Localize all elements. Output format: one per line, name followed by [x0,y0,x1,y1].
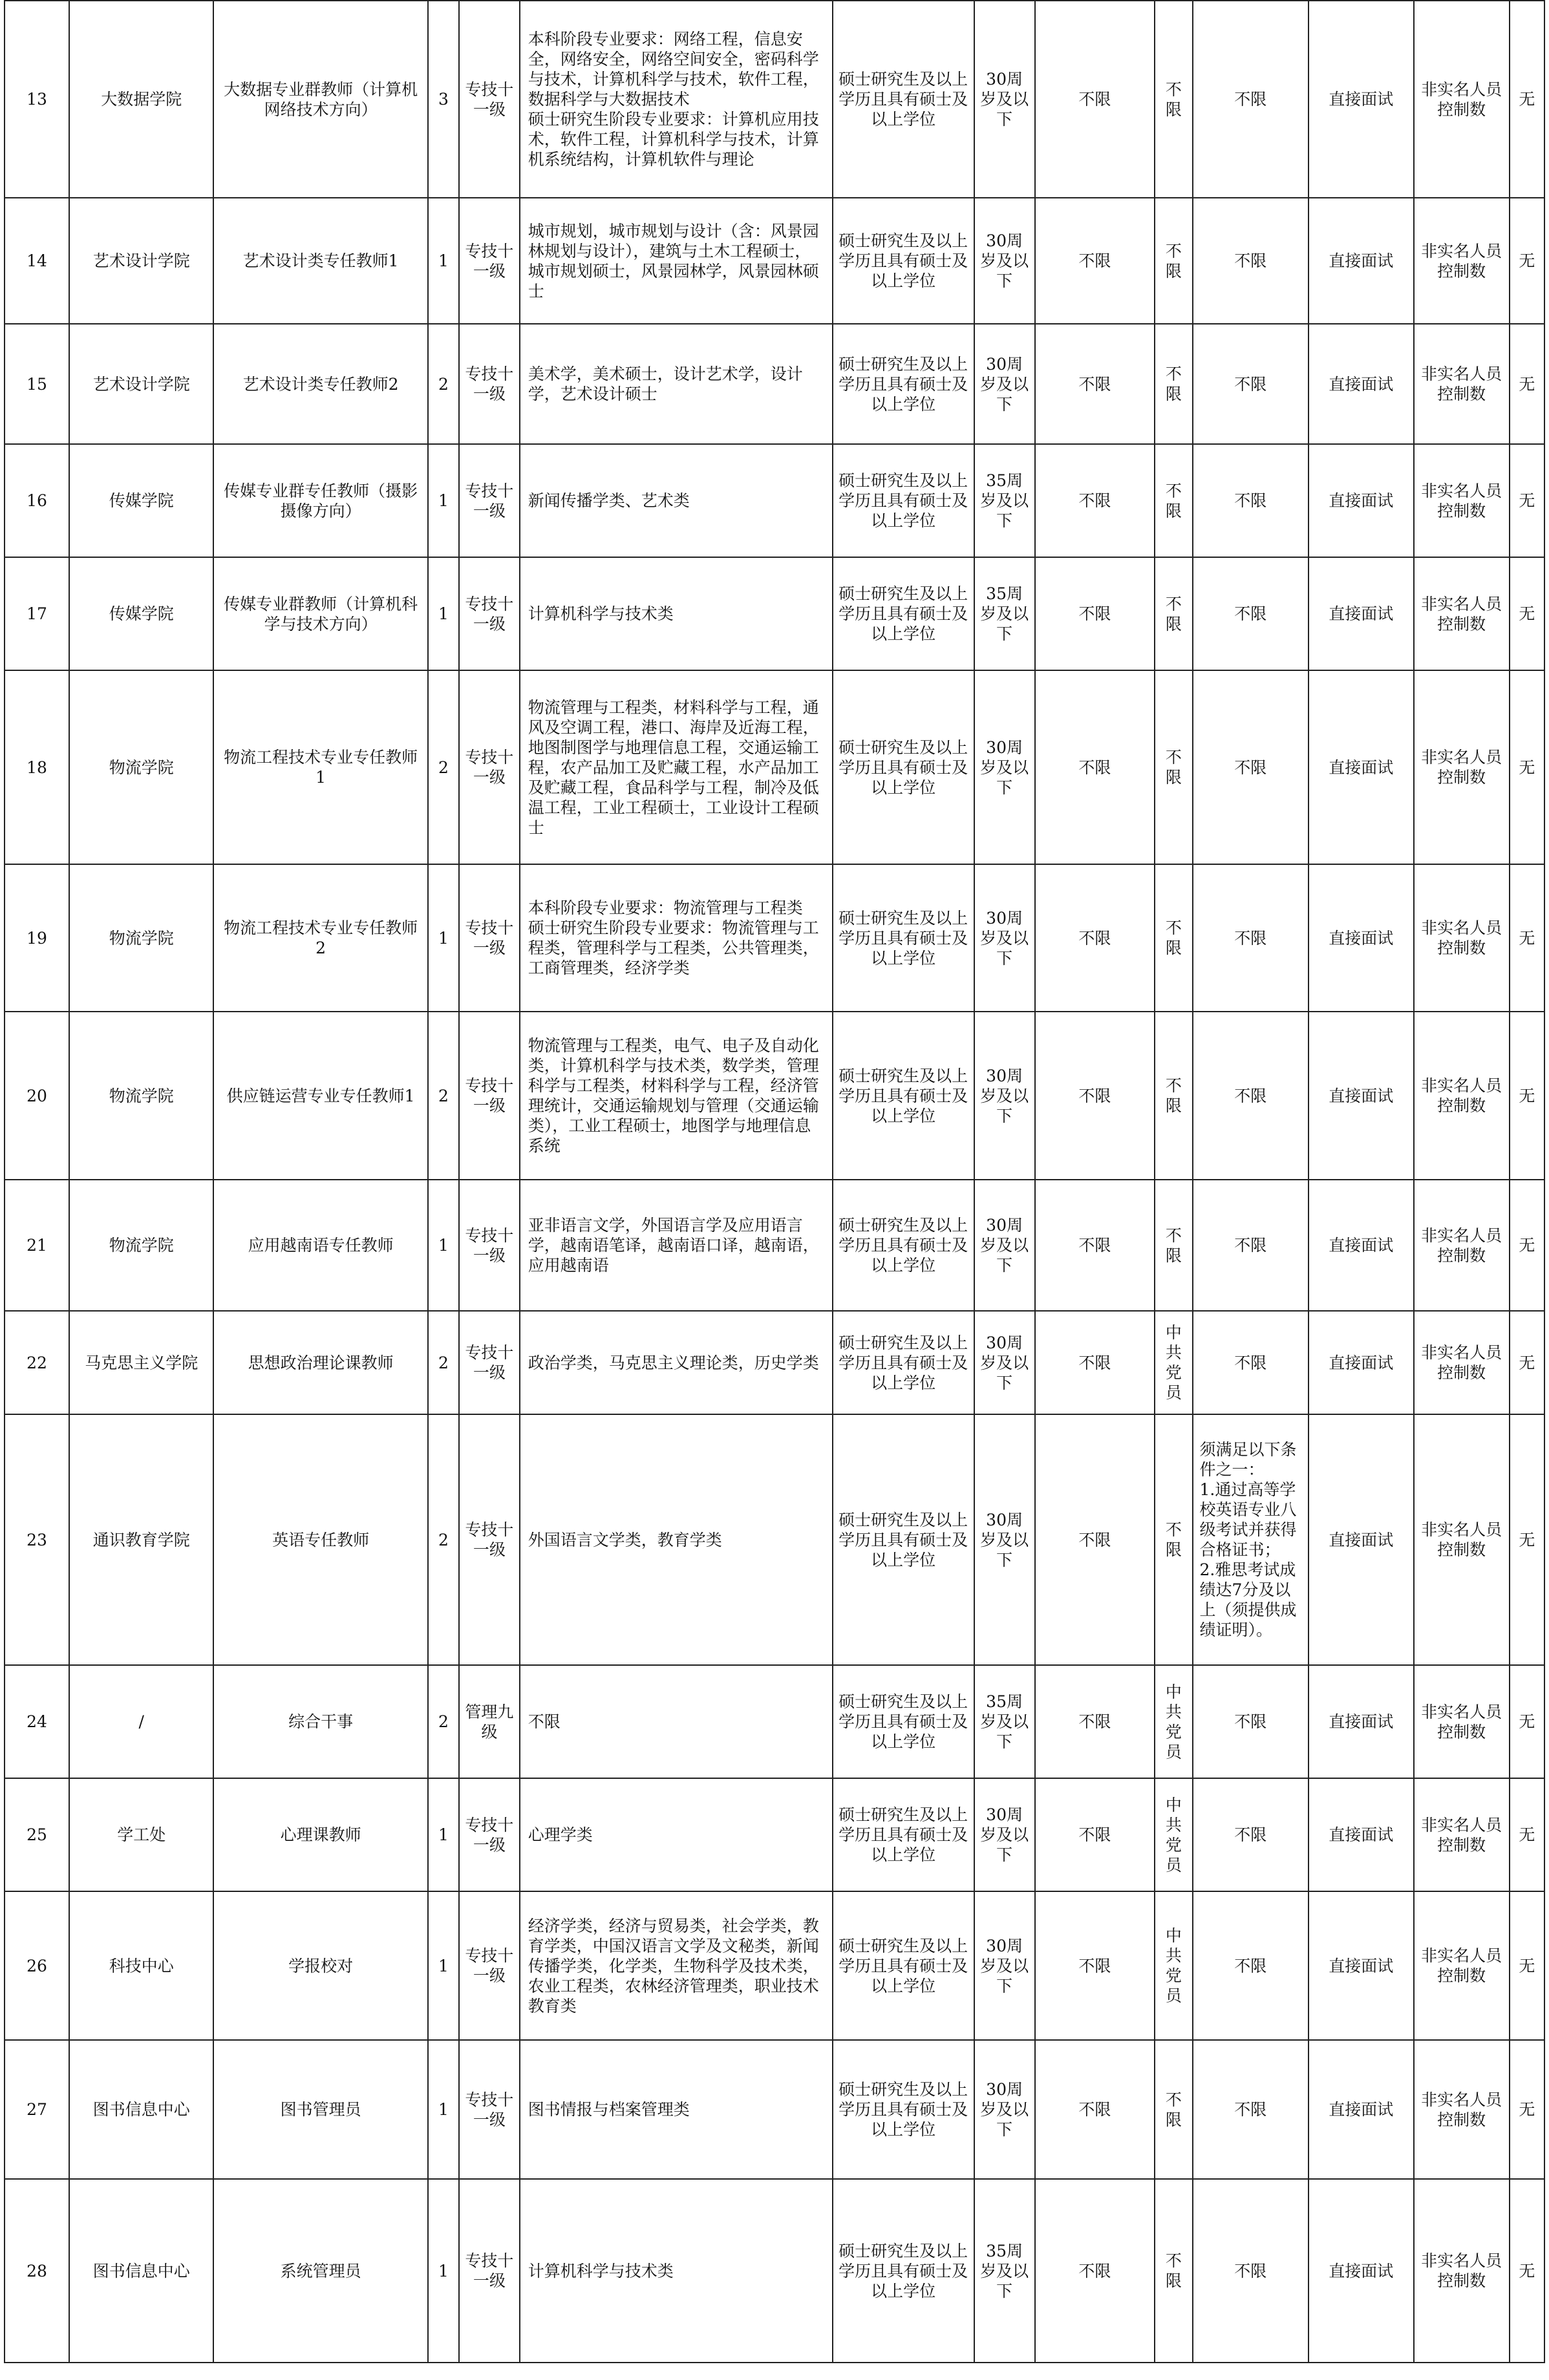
cell-other-conditions: 不限 [1193,557,1309,670]
cell-level: 专技十一级 [459,444,520,557]
cell-political-status: 不限 [1155,444,1192,557]
cell-gender: 不限 [1035,198,1155,324]
cell-quota: 非实名人员控制数 [1414,1778,1510,1891]
cell-count: 2 [428,1311,459,1414]
cell-political-status: 不限 [1155,864,1192,1012]
cell-major-requirement: 新闻传播学类、艺术类 [520,444,833,557]
cell-level: 专技十一级 [459,557,520,670]
cell-note: 无 [1510,670,1544,864]
cell-no: 26 [5,1891,69,2040]
cell-age: 30周岁及以下 [974,2040,1035,2179]
cell-other-conditions: 不限 [1193,198,1309,324]
cell-no: 19 [5,864,69,1012]
cell-age: 30周岁及以下 [974,1180,1035,1311]
cell-no: 24 [5,1665,69,1778]
cell-exam-method: 直接面试 [1309,324,1414,444]
cell-exam-method: 直接面试 [1309,198,1414,324]
cell-no: 18 [5,670,69,864]
cell-no: 14 [5,198,69,324]
cell-exam-method: 直接面试 [1309,2040,1414,2179]
cell-education: 硕士研究生及以上学历且具有硕士及以上学位 [833,2040,974,2179]
cell-other-conditions: 不限 [1193,2179,1309,2363]
cell-note: 无 [1510,1891,1544,2040]
cell-exam-method: 直接面试 [1309,557,1414,670]
cell-age: 30周岁及以下 [974,670,1035,864]
cell-note: 无 [1510,2040,1544,2179]
cell-gender: 不限 [1035,1,1155,198]
cell-department: 艺术设计学院 [69,324,213,444]
cell-political-status: 不限 [1155,1180,1192,1311]
cell-no: 25 [5,1778,69,1891]
cell-no: 28 [5,2179,69,2363]
cell-department: / [69,1665,213,1778]
cell-major-requirement: 图书情报与档案管理类 [520,2040,833,2179]
table-row [5,1891,1544,2040]
cell-major-requirement: 物流管理与工程类，电气、电子及自动化类，计算机科学与技术类，数学类，管理科学与工程类，材料科学与工程，经济管理统计，交通运输规划与管理（交通运输类），工业工程硕士，地图学与地理信息系统 [520,1012,833,1180]
cell-gender: 不限 [1035,1414,1155,1665]
cell-note: 无 [1510,444,1544,557]
cell-age: 30周岁及以下 [974,1311,1035,1414]
cell-age: 35周岁及以下 [974,2179,1035,2363]
cell-other-conditions: 不限 [1193,2040,1309,2179]
cell-other-conditions: 不限 [1193,1891,1309,2040]
cell-note: 无 [1510,1778,1544,1891]
cell-other-conditions: 不限 [1193,324,1309,444]
cell-count: 1 [428,444,459,557]
cell-quota: 非实名人员控制数 [1414,2179,1510,2363]
cell-count: 1 [428,2040,459,2179]
table-body [5,1,1544,2363]
cell-political-status: 不限 [1155,2179,1192,2363]
table-row [5,1,1544,198]
cell-department: 物流学院 [69,864,213,1012]
cell-note: 无 [1510,1414,1544,1665]
cell-position: 学报校对 [213,1891,428,2040]
cell-political-status: 中共党员 [1155,1665,1192,1778]
cell-note: 无 [1510,324,1544,444]
cell-quota: 非实名人员控制数 [1414,1891,1510,2040]
cell-position: 应用越南语专任教师 [213,1180,428,1311]
cell-no: 23 [5,1414,69,1665]
cell-note: 无 [1510,1012,1544,1180]
cell-other-conditions: 不限 [1193,1665,1309,1778]
cell-position: 物流工程技术专业专任教师1 [213,670,428,864]
cell-gender: 不限 [1035,324,1155,444]
cell-count: 1 [428,1891,459,2040]
cell-age: 30周岁及以下 [974,1,1035,198]
cell-no: 13 [5,1,69,198]
cell-note: 无 [1510,1311,1544,1414]
cell-gender: 不限 [1035,1012,1155,1180]
cell-level: 专技十一级 [459,670,520,864]
cell-education: 硕士研究生及以上学历且具有硕士及以上学位 [833,324,974,444]
cell-department: 传媒学院 [69,557,213,670]
cell-department: 通识教育学院 [69,1414,213,1665]
cell-note: 无 [1510,198,1544,324]
cell-position: 心理课教师 [213,1778,428,1891]
cell-department: 物流学院 [69,1012,213,1180]
cell-exam-method: 直接面试 [1309,1414,1414,1665]
cell-position: 艺术设计类专任教师2 [213,324,428,444]
cell-age: 30周岁及以下 [974,1778,1035,1891]
cell-other-conditions: 不限 [1193,444,1309,557]
cell-major-requirement: 亚非语言文学，外国语言学及应用语言学，越南语笔译，越南语口译，越南语，应用越南语 [520,1180,833,1311]
cell-count: 1 [428,557,459,670]
cell-education: 硕士研究生及以上学历且具有硕士及以上学位 [833,1180,974,1311]
cell-department: 物流学院 [69,1180,213,1311]
cell-position: 系统管理员 [213,2179,428,2363]
cell-position: 传媒专业群专任教师（摄影摄像方向） [213,444,428,557]
cell-major-requirement: 计算机科学与技术类 [520,2179,833,2363]
cell-level: 管理九级 [459,1665,520,1778]
cell-level: 专技十一级 [459,1778,520,1891]
cell-count: 2 [428,1414,459,1665]
cell-gender: 不限 [1035,2179,1155,2363]
cell-political-status: 不限 [1155,1012,1192,1180]
cell-exam-method: 直接面试 [1309,1311,1414,1414]
cell-major-requirement: 计算机科学与技术类 [520,557,833,670]
cell-gender: 不限 [1035,1180,1155,1311]
cell-gender: 不限 [1035,1665,1155,1778]
cell-education: 硕士研究生及以上学历且具有硕士及以上学位 [833,444,974,557]
cell-note: 无 [1510,1180,1544,1311]
cell-count: 2 [428,1012,459,1180]
cell-education: 硕士研究生及以上学历且具有硕士及以上学位 [833,1665,974,1778]
cell-education: 硕士研究生及以上学历且具有硕士及以上学位 [833,1311,974,1414]
cell-level: 专技十一级 [459,864,520,1012]
cell-no: 16 [5,444,69,557]
cell-political-status: 不限 [1155,2040,1192,2179]
cell-gender: 不限 [1035,1891,1155,2040]
cell-age: 35周岁及以下 [974,1665,1035,1778]
cell-quota: 非实名人员控制数 [1414,864,1510,1012]
cell-exam-method: 直接面试 [1309,1665,1414,1778]
cell-note: 无 [1510,1,1544,198]
cell-no: 15 [5,324,69,444]
cell-education: 硕士研究生及以上学历且具有硕士及以上学位 [833,1,974,198]
cell-education: 硕士研究生及以上学历且具有硕士及以上学位 [833,1414,974,1665]
cell-other-conditions: 不限 [1193,1,1309,198]
cell-age: 30周岁及以下 [974,864,1035,1012]
cell-age: 30周岁及以下 [974,1012,1035,1180]
cell-exam-method: 直接面试 [1309,864,1414,1012]
table-row [5,2179,1544,2363]
cell-age: 30周岁及以下 [974,324,1035,444]
cell-count: 1 [428,198,459,324]
cell-level: 专技十一级 [459,1891,520,2040]
cell-political-status: 不限 [1155,198,1192,324]
cell-department: 艺术设计学院 [69,198,213,324]
cell-level: 专技十一级 [459,1311,520,1414]
cell-quota: 非实名人员控制数 [1414,1,1510,198]
cell-quota: 非实名人员控制数 [1414,1012,1510,1180]
cell-other-conditions: 须满足以下条件之一： 1.通过高等学校英语专业八级考试并获得合格证书； 2.雅思考试成绩达7分及以上（须提供成绩证明）。 [1193,1414,1309,1665]
cell-political-status: 不限 [1155,1,1192,198]
cell-note: 无 [1510,557,1544,670]
cell-education: 硕士研究生及以上学历且具有硕士及以上学位 [833,864,974,1012]
cell-position: 综合干事 [213,1665,428,1778]
cell-other-conditions: 不限 [1193,864,1309,1012]
table-row [5,1311,1544,1414]
table-row [5,670,1544,864]
cell-exam-method: 直接面试 [1309,2179,1414,2363]
cell-political-status: 不限 [1155,670,1192,864]
cell-education: 硕士研究生及以上学历且具有硕士及以上学位 [833,557,974,670]
cell-department: 图书信息中心 [69,2179,213,2363]
cell-age: 35周岁及以下 [974,444,1035,557]
cell-education: 硕士研究生及以上学历且具有硕士及以上学位 [833,1012,974,1180]
cell-no: 21 [5,1180,69,1311]
recruitment-table-container [4,0,1545,2363]
cell-quota: 非实名人员控制数 [1414,670,1510,864]
cell-political-status: 中共党员 [1155,1891,1192,2040]
cell-quota: 非实名人员控制数 [1414,444,1510,557]
cell-quota: 非实名人员控制数 [1414,557,1510,670]
cell-quota: 非实名人员控制数 [1414,198,1510,324]
cell-major-requirement: 本科阶段专业要求：网络工程，信息安全，网络安全，网络空间安全，密码科学与技术，计算机科学与技术，软件工程，数据科学与大数据技术 硕士研究生阶段专业要求：计算机应用技术，软件工程，计算机科学与技术，计算机系统结构，计算机软件与理论 [520,1,833,198]
cell-position: 艺术设计类专任教师1 [213,198,428,324]
cell-education: 硕士研究生及以上学历且具有硕士及以上学位 [833,670,974,864]
cell-count: 1 [428,1180,459,1311]
table-row [5,324,1544,444]
table-row [5,1665,1544,1778]
cell-exam-method: 直接面试 [1309,444,1414,557]
cell-department: 物流学院 [69,670,213,864]
cell-count: 1 [428,864,459,1012]
cell-level: 专技十一级 [459,1,520,198]
cell-quota: 非实名人员控制数 [1414,2040,1510,2179]
cell-note: 无 [1510,864,1544,1012]
cell-level: 专技十一级 [459,198,520,324]
cell-department: 马克思主义学院 [69,1311,213,1414]
cell-department: 传媒学院 [69,444,213,557]
cell-level: 专技十一级 [459,2040,520,2179]
cell-quota: 非实名人员控制数 [1414,1311,1510,1414]
cell-note: 无 [1510,1665,1544,1778]
cell-position: 传媒专业群教师（计算机科学与技术方向） [213,557,428,670]
cell-education: 硕士研究生及以上学历且具有硕士及以上学位 [833,2179,974,2363]
cell-political-status: 不限 [1155,1414,1192,1665]
table-row [5,2040,1544,2179]
cell-political-status: 中共党员 [1155,1311,1192,1414]
cell-major-requirement: 心理学类 [520,1778,833,1891]
cell-major-requirement: 物流管理与工程类，材料科学与工程，通风及空调工程，港口、海岸及近海工程，地图制图学与地理信息工程，交通运输工程，农产品加工及贮藏工程，水产品加工及贮藏工程，食品科学与工程，制冷及低温工程，工业工程硕士，工业设计工程硕士 [520,670,833,864]
cell-gender: 不限 [1035,1778,1155,1891]
cell-major-requirement: 外国语言文学类，教育学类 [520,1414,833,1665]
cell-department: 图书信息中心 [69,2040,213,2179]
table-row [5,1012,1544,1180]
cell-major-requirement: 美术学，美术硕士，设计艺术学，设计学，艺术设计硕士 [520,324,833,444]
table-row [5,1414,1544,1665]
cell-age: 35周岁及以下 [974,557,1035,670]
cell-level: 专技十一级 [459,1012,520,1180]
cell-level: 专技十一级 [459,1414,520,1665]
cell-gender: 不限 [1035,670,1155,864]
cell-level: 专技十一级 [459,2179,520,2363]
cell-gender: 不限 [1035,557,1155,670]
cell-count: 2 [428,324,459,444]
cell-position: 英语专任教师 [213,1414,428,1665]
cell-age: 30周岁及以下 [974,1414,1035,1665]
cell-count: 1 [428,2179,459,2363]
cell-exam-method: 直接面试 [1309,1891,1414,2040]
cell-education: 硕士研究生及以上学历且具有硕士及以上学位 [833,198,974,324]
cell-count: 3 [428,1,459,198]
cell-major-requirement: 经济学类，经济与贸易类，社会学类，教育学类，中国汉语言文学及文秘类，新闻传播学类，化学类，生物科学及技术类，农业工程类，农林经济管理类，职业技术教育类 [520,1891,833,2040]
table-row [5,557,1544,670]
table-row [5,444,1544,557]
cell-count: 2 [428,1665,459,1778]
cell-no: 22 [5,1311,69,1414]
cell-quota: 非实名人员控制数 [1414,1414,1510,1665]
cell-major-requirement: 不限 [520,1665,833,1778]
cell-position: 物流工程技术专业专任教师2 [213,864,428,1012]
cell-education: 硕士研究生及以上学历且具有硕士及以上学位 [833,1778,974,1891]
cell-exam-method: 直接面试 [1309,670,1414,864]
cell-department: 科技中心 [69,1891,213,2040]
cell-exam-method: 直接面试 [1309,1778,1414,1891]
cell-major-requirement: 政治学类，马克思主义理论类，历史学类 [520,1311,833,1414]
cell-major-requirement: 城市规划，城市规划与设计（含：风景园林规划与设计），建筑与土木工程硕士，城市规划硕士，风景园林学，风景园林硕士 [520,198,833,324]
cell-other-conditions: 不限 [1193,670,1309,864]
cell-other-conditions: 不限 [1193,1180,1309,1311]
cell-political-status: 中共党员 [1155,1778,1192,1891]
cell-gender: 不限 [1035,864,1155,1012]
cell-position: 思想政治理论课教师 [213,1311,428,1414]
cell-level: 专技十一级 [459,1180,520,1311]
table-row [5,1778,1544,1891]
cell-gender: 不限 [1035,444,1155,557]
cell-no: 27 [5,2040,69,2179]
cell-age: 30周岁及以下 [974,198,1035,324]
cell-other-conditions: 不限 [1193,1311,1309,1414]
cell-education: 硕士研究生及以上学历且具有硕士及以上学位 [833,1891,974,2040]
cell-other-conditions: 不限 [1193,1012,1309,1180]
cell-level: 专技十一级 [459,324,520,444]
cell-political-status: 不限 [1155,324,1192,444]
cell-count: 2 [428,670,459,864]
cell-gender: 不限 [1035,2040,1155,2179]
table-row [5,864,1544,1012]
cell-position: 大数据专业群教师（计算机网络技术方向） [213,1,428,198]
cell-quota: 非实名人员控制数 [1414,1180,1510,1311]
cell-quota: 非实名人员控制数 [1414,1665,1510,1778]
cell-exam-method: 直接面试 [1309,1180,1414,1311]
cell-major-requirement: 本科阶段专业要求：物流管理与工程类 硕士研究生阶段专业要求：物流管理与工程类，管理科学与工程类，公共管理类，工商管理类，经济学类 [520,864,833,1012]
cell-position: 图书管理员 [213,2040,428,2179]
cell-department: 学工处 [69,1778,213,1891]
recruitment-table [4,0,1545,2363]
cell-department: 大数据学院 [69,1,213,198]
cell-gender: 不限 [1035,1311,1155,1414]
cell-no: 20 [5,1012,69,1180]
cell-exam-method: 直接面试 [1309,1,1414,198]
cell-count: 1 [428,1778,459,1891]
table-row [5,1180,1544,1311]
cell-quota: 非实名人员控制数 [1414,324,1510,444]
cell-position: 供应链运营专业专任教师1 [213,1012,428,1180]
cell-note: 无 [1510,2179,1544,2363]
cell-no: 17 [5,557,69,670]
cell-political-status: 不限 [1155,557,1192,670]
table-row [5,198,1544,324]
cell-other-conditions: 不限 [1193,1778,1309,1891]
cell-exam-method: 直接面试 [1309,1012,1414,1180]
cell-age: 30周岁及以下 [974,1891,1035,2040]
